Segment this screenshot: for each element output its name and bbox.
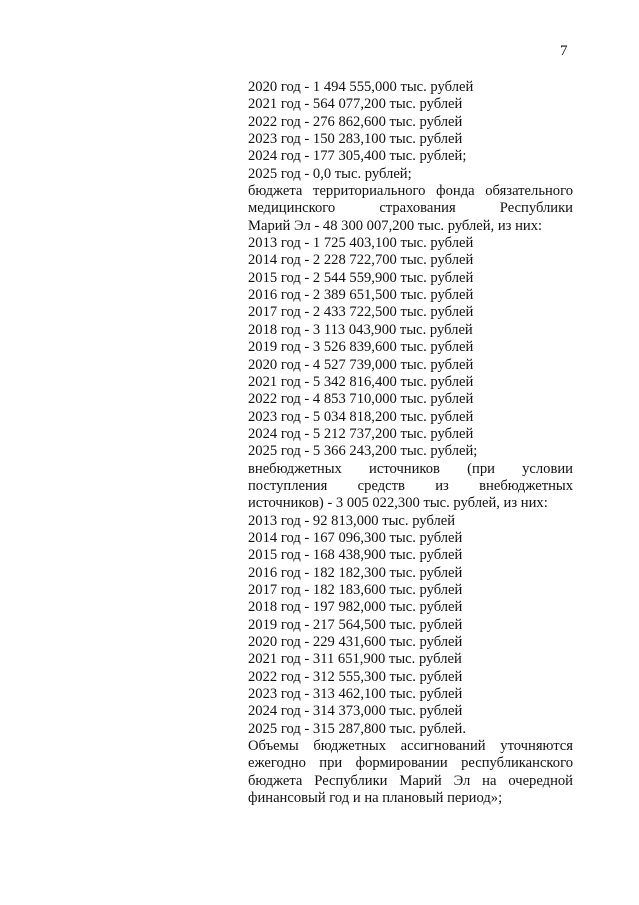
tfoms-heading-line: бюджета территориального фонда обязательного — [248, 183, 573, 200]
year-line: 2019 год - 3 526 839,600 тыс. рублей — [248, 339, 474, 356]
year-line: 2013 год - 92 813,000 тыс. рублей — [248, 512, 456, 529]
tfoms-heading-line: Марий Эл - 48 300 007,200 тыс. рублей, из них: — [248, 217, 543, 234]
closing-paragraph — [248, 738, 573, 807]
year-line: 2015 год - 168 438,900 тыс. рублей — [248, 547, 463, 564]
text-line: 2020 год - 1 494 555,000 тыс. рублей — [248, 79, 474, 95]
year-line: 2023 год - 313 462,100 тыс. рублей — [248, 686, 463, 703]
year-line: 2022 год - 4 853 710,000 тыс. рублей — [248, 391, 474, 408]
year-line: 2024 год - 5 212 737,200 тыс. рублей — [248, 425, 474, 442]
year-line: 2013 год - 1 725 403,100 тыс. рублей — [248, 235, 474, 252]
extrabudget-heading-line: источников) - 3 005 022,300 тыс. рублей, из них: — [248, 495, 548, 512]
year-line: 2019 год - 217 564,500 тыс. рублей — [248, 616, 463, 633]
extrabudget-heading-line: поступления средств из внебюджетных — [248, 477, 573, 494]
year-line: 2014 год - 2 228 722,700 тыс. рублей — [248, 252, 474, 269]
year-line: 2017 год - 182 183,600 тыс. рублей — [248, 581, 463, 598]
closing-line: ежегодно при формировании республиканского — [248, 755, 573, 772]
year-line: 2016 год - 182 182,300 тыс. рублей — [248, 564, 463, 581]
year-line: 2018 год - 197 982,000 тыс. рублей — [248, 599, 463, 616]
budget-text-block — [248, 79, 573, 807]
extrabudget-heading-line: внебюджетных источников (при условии — [248, 460, 573, 477]
text-line: 2025 год - 0,0 тыс. рублей; — [248, 165, 412, 182]
text-line: 2023 год - 150 283,100 тыс. рублей — [248, 131, 463, 148]
year-line: 2025 год - 5 366 243,200 тыс. рублей; — [248, 443, 478, 460]
year-line: 2023 год - 5 034 818,200 тыс. рублей — [248, 408, 474, 425]
extrabudget-paragraph — [248, 461, 573, 513]
extrabudget-year-list — [248, 513, 573, 738]
year-line: 2022 год - 312 555,300 тыс. рублей — [248, 668, 463, 685]
tfoms-paragraph — [248, 183, 573, 235]
year-line: 2017 год - 2 433 722,500 тыс. рублей — [248, 304, 474, 321]
year-line: 2025 год - 315 287,800 тыс. рублей. — [248, 720, 466, 737]
text-line: 2024 год - 177 305,400 тыс. рублей; — [248, 148, 467, 165]
year-line: 2024 год - 314 373,000 тыс. рублей — [248, 703, 463, 720]
closing-line: Объемы бюджетных ассигнований уточняются — [248, 738, 573, 755]
tfoms-heading-line: медицинского страхования Республики — [248, 200, 573, 217]
closing-line: бюджета Республики Марий Эл на очередной — [248, 772, 573, 789]
year-line: 2021 год - 5 342 816,400 тыс. рублей — [248, 373, 474, 390]
year-line: 2016 год - 2 389 651,500 тыс. рублей — [248, 287, 474, 304]
year-line: 2021 год - 311 651,900 тыс. рублей — [248, 651, 462, 668]
text-line: 2022 год - 276 862,600 тыс. рублей — [248, 113, 463, 130]
year-line: 2014 год - 167 096,300 тыс. рублей — [248, 529, 463, 546]
year-line: 2020 год - 229 431,600 тыс. рублей — [248, 634, 463, 650]
text-line: 2021 год - 564 077,200 тыс. рублей — [248, 96, 463, 113]
year-line: 2018 год - 3 113 043,900 тыс. рублей — [248, 321, 473, 338]
page-number: 7 — [560, 43, 568, 59]
year-line: 2015 год - 2 544 559,900 тыс. рублей — [248, 269, 474, 286]
tfoms-year-list — [248, 235, 573, 460]
year-line: 2020 год - 4 527 739,000 тыс. рублей — [248, 356, 474, 373]
closing-line: финансовый год и на плановый период»; — [248, 790, 503, 807]
